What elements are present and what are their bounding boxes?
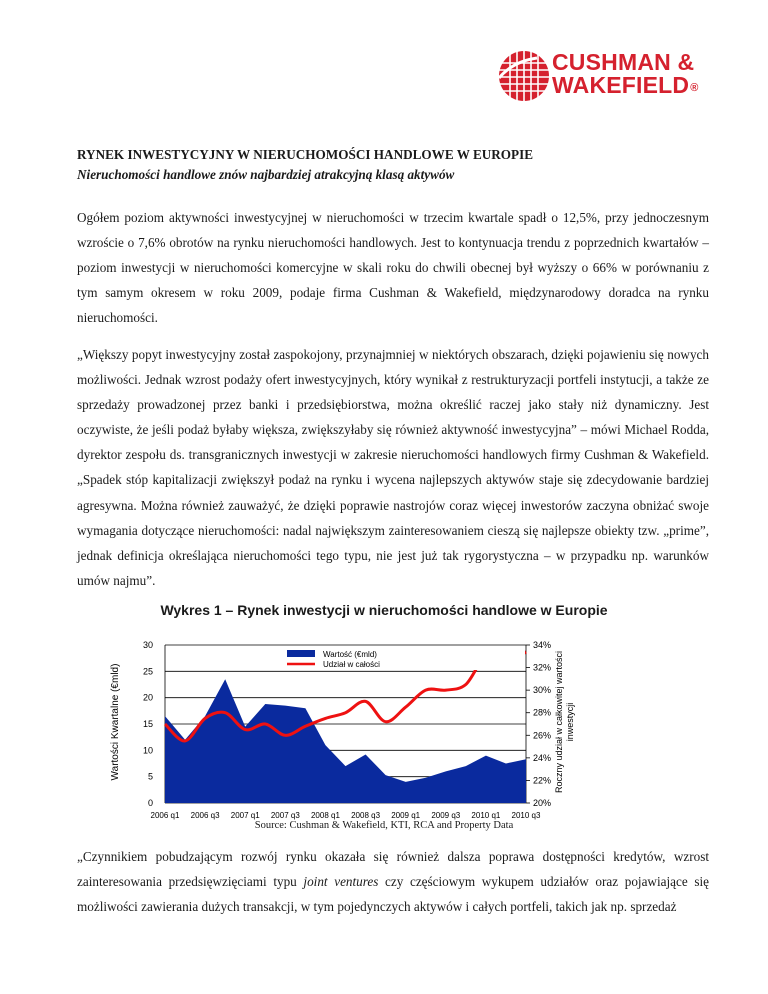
x-tick-label: 2007 q3 [270,811,300,820]
registered-mark: ® [690,82,699,94]
chart-title: Wykres 1 – Rynek inwestycji w nieruchomości handlowe w Europie [160,602,608,618]
y-tick-label: 25 [142,666,153,677]
y2-tick-label: 30% [533,685,552,696]
y-tick-label: 0 [147,798,153,808]
y-tick-label: 30 [142,640,153,650]
y2-tick-label: 22% [533,775,552,786]
page-title: RYNEK INWESTYCYJNY W NIERUCHOMOŚCI HANDLOWE W EUROPIE [77,147,534,162]
y2-tick-label: 24% [533,752,552,763]
x-tick-label: 2008 q3 [351,811,381,820]
x-tick-label: 2008 q1 [310,811,340,820]
y-tick-label: 10 [142,745,153,756]
paragraph-3-text-b: czy częściowym wykupem udziałów oraz pojawiające się możliwości zawierania dużych transakcji, w tym pojedynczych aktywów i całych portfeli, takich jak np. sprzedaż [77,874,709,915]
y2-tick-label: 20% [533,798,552,808]
paragraph-1: Ogółem poziom aktywności inwestycyjnej w nieruchomości w trzecim kwartale spadł o 12,5%, przy jednoczesnym wzroście o 7,6% obrotów na rynku nieruchomości handlowych. Jest to kontynuacja trendu z poprzednich kwartałów – poziom inwestycji w nieruchomości komercyjne w skali roku do chwili obecnej był wyższy o 66% w porównaniu z tym samym okresem w roku 2009, podaje firma Cushman & Wakefield, międzynarodowy doradca na rynku nieruchomości. [77,210,709,326]
y2-tick-label: 26% [533,730,552,741]
paragraph-3-text-a: „Czynnikiem pobudzającym rozwój rynku okazała się również dalsza poprawa dostępności kredytów, wzrost zainteresowania przedsięwzięciami typu [77,849,709,890]
x-tick-label: 2006 q3 [190,811,220,820]
y-tick-label: 15 [142,719,153,729]
y2-axis-title-line1: Roczny udział w całkowitej wartości [554,650,564,794]
chart-source: Source: Cushman & Wakefield, KTI, RCA and Property Data [254,820,514,831]
brand-name-line2: WAKEFIELD® [552,72,699,98]
y2-axis-title-line2: inwestycji [565,702,575,742]
y-tick-label: 5 [147,771,153,782]
y2-tick-label: 28% [533,707,552,718]
x-tick-label: 2010 q3 [511,811,541,820]
y2-tick-label: 34% [533,640,552,650]
x-tick-label: 2009 q3 [431,811,461,820]
y-tick-label: 20 [142,692,153,703]
y-axis-title: Wartości Kwartalne (€mld) [110,663,121,781]
y2-tick-label: 32% [533,662,552,673]
x-tick-label: 2007 q1 [230,811,260,820]
paragraph-3-italic: joint ventures [303,874,379,890]
brand-name-line1: CUSHMAN & [552,49,695,75]
legend-swatch-value [287,650,315,657]
legend-label-value: Wartość (€mld) [323,650,377,659]
paragraph-3 [77,844,709,919]
x-tick-label: 2010 q1 [471,811,501,820]
page-subtitle: Nieruchomości handlowe znów najbardziej atrakcyjną klasą aktywów [77,167,455,182]
paragraph-2: „Większy popyt inwestycyjny został zaspokojony, przynajmniej w niektórych obszarach, dzięki pojawieniu się nowych możliwości. Jednak wzrost podaży ofert inwestycyjnych, który wynikał z restrukturyzacji portfeli instytucji, a także ze sprzedaży prowadzonej przez banki i przedsiębiorstwa, można określić raczej jako stały niż dynamiczny. Jest oczywiste, że jeśli podaż byłaby większa, zwiększyłaby się również aktywność inwestycyjna” – mówi Michael Rodda, dyrektor zespołu ds. transgranicznych inwestycji w zakresie nieruchomości handlowych firmy Cushman & Wakefield. „Spadek stóp kapitalizacji zwiększył podaż na rynku i wycena najlepszych aktywów staje się zdecydowanie bardziej agresywna. Można również zauważyć, że dzięki poprawie nastrojów coraz więcej inwestorów zaczyna obniżać swoje wymagania dotyczące nieruchomości: nadal największym zainteresowaniem cieszą się najlepsze obiekty tzw. „prime”, jednak definicja określająca nieruchomości tego typu, nie jest już tak rygorystyczna – w przypadku np. warunków umów najmu”. [77,347,709,588]
x-tick-label: 2009 q1 [391,811,421,820]
x-tick-label: 2006 q1 [150,811,180,820]
legend-label-share: Udział w całości [323,660,380,669]
legend-box [285,648,525,670]
